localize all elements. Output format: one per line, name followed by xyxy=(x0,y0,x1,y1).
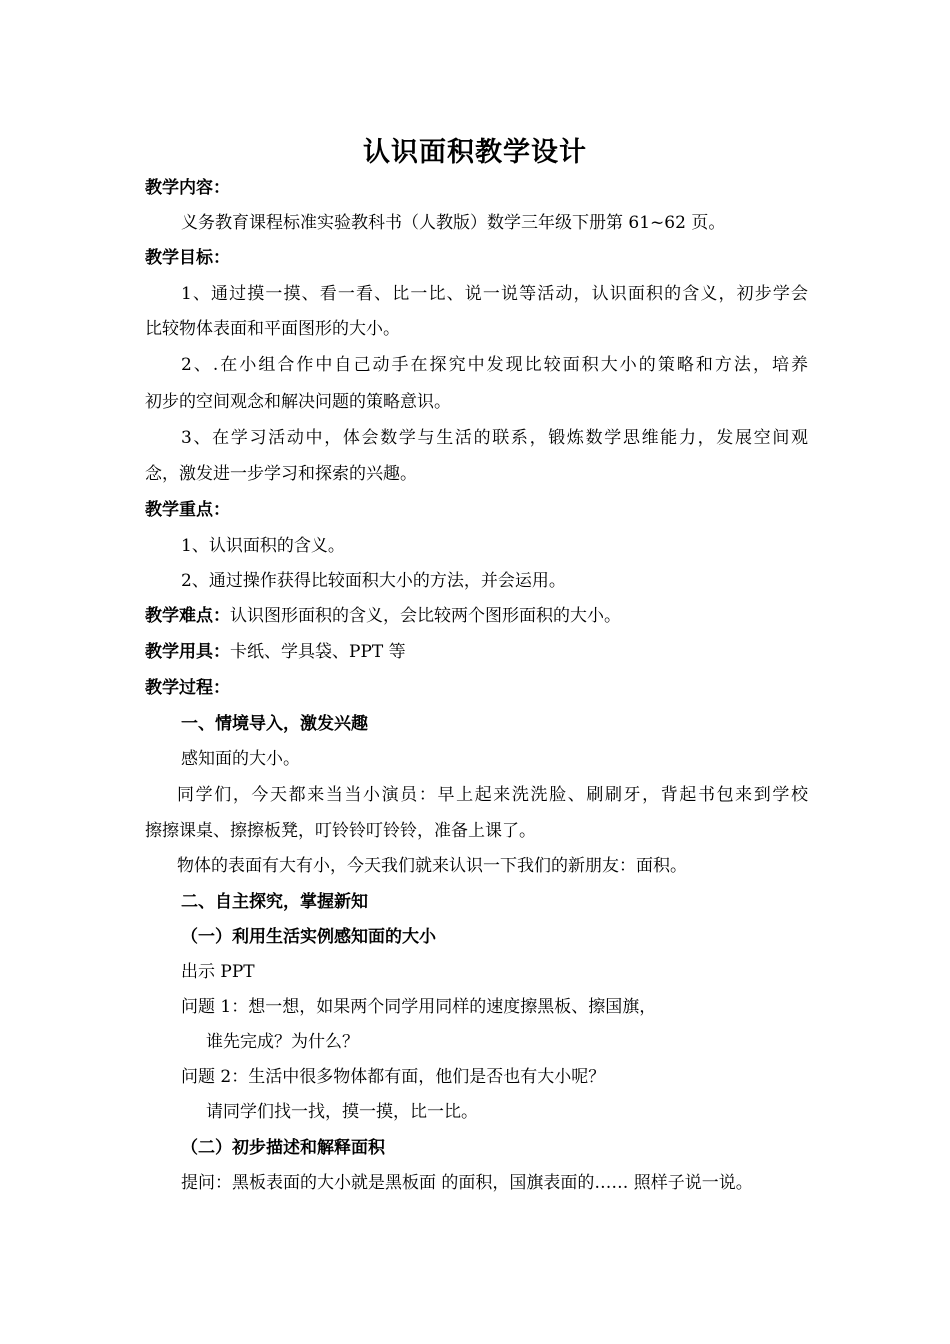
question2-line1: 问题 2：生活中很多物体都有面，他们是否也有大小呢？ xyxy=(181,1067,606,1087)
tools-line xyxy=(145,640,810,664)
section1-heading: 一、情境导入，激发兴趣 xyxy=(181,714,368,734)
key-point-1: 1、认识面积的含义。 xyxy=(181,536,345,556)
tools-text: 卡纸、学具袋、PPT 等 xyxy=(230,642,406,662)
section1-paragraph2-line2: 擦擦课桌、擦擦板凳，叮铃铃叮铃铃，准备上课了。 xyxy=(145,821,536,841)
subsection2-paragraph1: 提问：黑板表面的大小就是黑板面 的面积，国旗表面的…… 照样子说一说。 xyxy=(181,1173,753,1193)
difficulty-line xyxy=(145,604,810,628)
goal3-line2: 念，激发进一步学习和探索的兴趣。 xyxy=(145,464,417,484)
section1-paragraph2-line1: 同学们，今天都来当当小演员：早上起来洗洗脸、刷刷牙，背起书包来到学校 xyxy=(177,785,808,805)
content-text: 义务教育课程标准实验教科书（人教版）数学三年级下册第 61~62 页。 xyxy=(181,213,726,233)
goals-heading: 教学目标： xyxy=(145,248,230,268)
difficulty-text: 认识图形面积的含义，会比较两个图形面积的大小。 xyxy=(230,606,621,626)
goal2-line1: 2、.在小组合作中自己动手在探究中发现比较面积大小的策略和方法，培养 xyxy=(181,355,808,375)
section2-heading: 二、自主探究，掌握新知 xyxy=(181,892,368,912)
question2-line2: 请同学们找一找，摸一摸，比一比。 xyxy=(206,1102,478,1122)
section1-paragraph3: 物体的表面有大有小，今天我们就来认识一下我们的新朋友：面积。 xyxy=(177,856,687,876)
goal3-line1: 3、在学习活动中，体会数学与生活的联系，锻炼数学思维能力，发展空间观 xyxy=(181,428,808,448)
process-heading: 教学过程： xyxy=(145,678,230,698)
key-heading: 教学重点： xyxy=(145,500,230,520)
difficulty-heading: 教学难点： xyxy=(145,606,230,626)
tools-heading: 教学用具： xyxy=(145,642,230,662)
goal1-line1: 1、通过摸一摸、看一看、比一比、说一说等活动，认识面积的含义，初步学会 xyxy=(181,284,808,304)
subsection2-heading: （二）初步描述和解释面积 xyxy=(181,1138,385,1158)
goal1-line2: 比较物体表面和平面图形的大小。 xyxy=(145,319,400,339)
section1-paragraph1: 感知面的大小。 xyxy=(181,749,300,769)
content-heading: 教学内容： xyxy=(145,178,230,198)
key-point-2: 2、通过操作获得比较面积大小的方法，并会运用。 xyxy=(181,571,566,591)
question1-line2: 谁先完成？为什么？ xyxy=(206,1032,359,1052)
goal2-line2: 初步的空间观念和解决问题的策略意识。 xyxy=(145,392,451,412)
document-title: 认识面积教学设计 xyxy=(363,137,587,168)
subsection1-heading: （一）利用生活实例感知面的大小 xyxy=(181,927,436,947)
question1-line1: 问题 1：想一想，如果两个同学用同样的速度擦黑板、擦国旗， xyxy=(181,997,657,1017)
subsection1-paragraph1: 出示 PPT xyxy=(181,962,255,982)
